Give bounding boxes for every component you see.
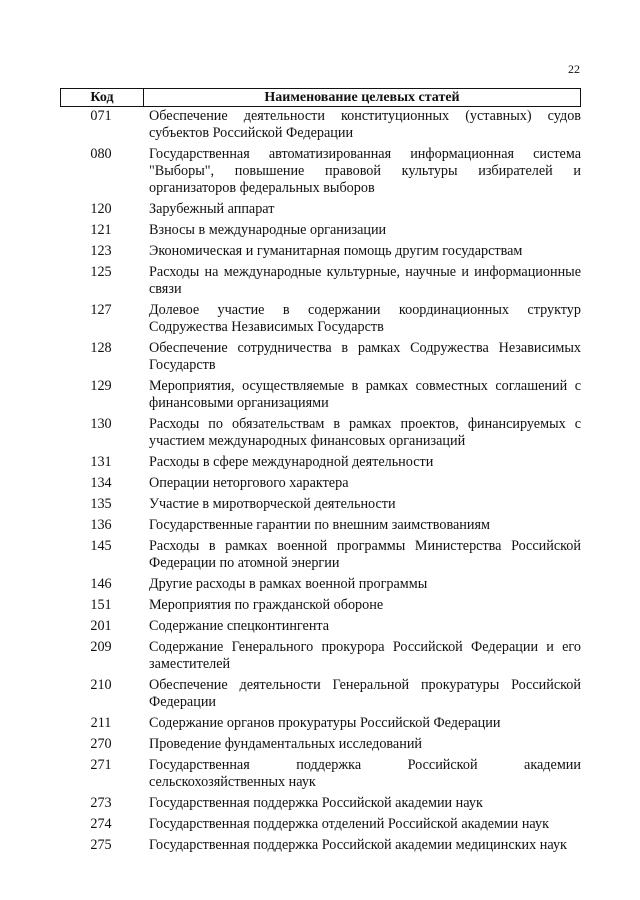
table-row [60, 475, 581, 492]
table-row [60, 222, 581, 239]
row-code: 270 [90, 736, 112, 752]
row-code: 146 [90, 576, 112, 592]
row-code: 145 [90, 538, 112, 554]
row-name: Мероприятия, осуществляемые в рамках совместных соглашений с финансовыми организациями [149, 378, 581, 411]
page-number: 22 [568, 62, 580, 76]
row-name: Содержание Генерального прокурора Российской Федерации и его заместителей [149, 639, 581, 672]
row-name: Другие расходы в рамках военной программы [149, 576, 428, 592]
row-name: Расходы на международные культурные, научные и информационные связи [149, 264, 581, 297]
row-name: Расходы в сфере международной деятельности [149, 454, 434, 470]
row-name: Государственная поддержка Российской академии сельскохозяйственных наук [149, 757, 581, 790]
table-row [60, 108, 581, 142]
table-row [60, 454, 581, 471]
row-code: 275 [90, 837, 112, 853]
row-code: 134 [90, 475, 112, 491]
row-name: Государственные гарантии по внешним заимствованиям [149, 517, 490, 533]
table-row [60, 715, 581, 732]
table-row [60, 517, 581, 534]
row-name: Содержание спецконтингента [149, 618, 330, 634]
row-name: Расходы по обязательствам в рамках проектов, финансируемых с участием международных финансовых организаций [149, 416, 581, 449]
table-row [60, 795, 581, 812]
row-name: Государственная поддержка Российской академии наук [149, 795, 483, 811]
row-name: Зарубежный аппарат [149, 201, 275, 217]
row-code: 135 [90, 496, 112, 512]
table-row [60, 538, 581, 572]
row-code: 071 [90, 108, 112, 124]
row-name: Содержание органов прокуратуры Российской Федерации [149, 715, 501, 731]
table-body [60, 107, 581, 854]
table-row [60, 736, 581, 753]
row-name: Обеспечение сотрудничества в рамках Содружества Независимых Государств [149, 340, 581, 373]
row-name: Экономическая и гуманитарная помощь другим государствам [149, 243, 523, 259]
table-row [60, 264, 581, 298]
row-name: Долевое участие в содержании координационных структур Содружества Независимых Государств [149, 302, 581, 335]
row-code: 121 [90, 222, 112, 238]
table-row [60, 201, 581, 218]
row-name: Государственная поддержка отделений Российской академии наук [149, 816, 549, 832]
table-row [60, 576, 581, 593]
row-name: Обеспечение деятельности Генеральной прокуратуры Российской Федерации [149, 677, 581, 710]
row-code: 123 [90, 243, 112, 259]
table-row [60, 677, 581, 711]
row-name: Операции неторгового характера [149, 475, 349, 491]
table-row [60, 243, 581, 260]
table-row [60, 302, 581, 336]
row-name: Участие в миротворческой деятельности [149, 496, 396, 512]
row-name: Обеспечение деятельности конституционных (уставных) судов субъектов Российской Федерации [149, 108, 581, 141]
row-code: 120 [90, 201, 112, 217]
table-row [60, 816, 581, 833]
row-code: 128 [90, 340, 112, 356]
table-row [60, 618, 581, 635]
row-code: 136 [90, 517, 112, 533]
table-row [60, 639, 581, 673]
target-articles-table [60, 88, 581, 858]
table-row [60, 378, 581, 412]
table-row [60, 416, 581, 450]
row-code: 131 [90, 454, 112, 470]
row-code: 274 [90, 816, 112, 832]
row-name: Расходы в рамках военной программы Министерства Российской Федерации по атомной энергии [149, 538, 581, 571]
table-row [60, 146, 581, 197]
row-code: 209 [90, 639, 112, 655]
table-row [60, 496, 581, 513]
row-code: 127 [90, 302, 112, 318]
row-code: 129 [90, 378, 112, 394]
row-code: 271 [90, 757, 112, 773]
header-name: Наименование целевых статей [264, 90, 460, 105]
table-row [60, 340, 581, 374]
row-name: Проведение фундаментальных исследований [149, 736, 422, 752]
row-code: 211 [90, 715, 112, 731]
row-code: 130 [90, 416, 112, 432]
row-code: 125 [90, 264, 112, 280]
row-name: Государственная поддержка Российской академии медицинских наук [149, 837, 567, 853]
row-code: 201 [90, 618, 112, 634]
row-name: Взносы в международные организации [149, 222, 387, 238]
table-row [60, 757, 581, 791]
header-code: Код [61, 89, 144, 106]
table-row [60, 597, 581, 614]
row-code: 151 [90, 597, 112, 613]
table-header [60, 88, 581, 107]
table-row [60, 837, 581, 854]
row-code: 080 [90, 146, 112, 162]
row-name: Мероприятия по гражданской обороне [149, 597, 384, 613]
row-code: 273 [90, 795, 112, 811]
row-name: Государственная автоматизированная информационная система "Выборы", повышение правовой культуры избирателей и организаторов федеральных выборов [149, 146, 581, 196]
row-code: 210 [90, 677, 112, 693]
